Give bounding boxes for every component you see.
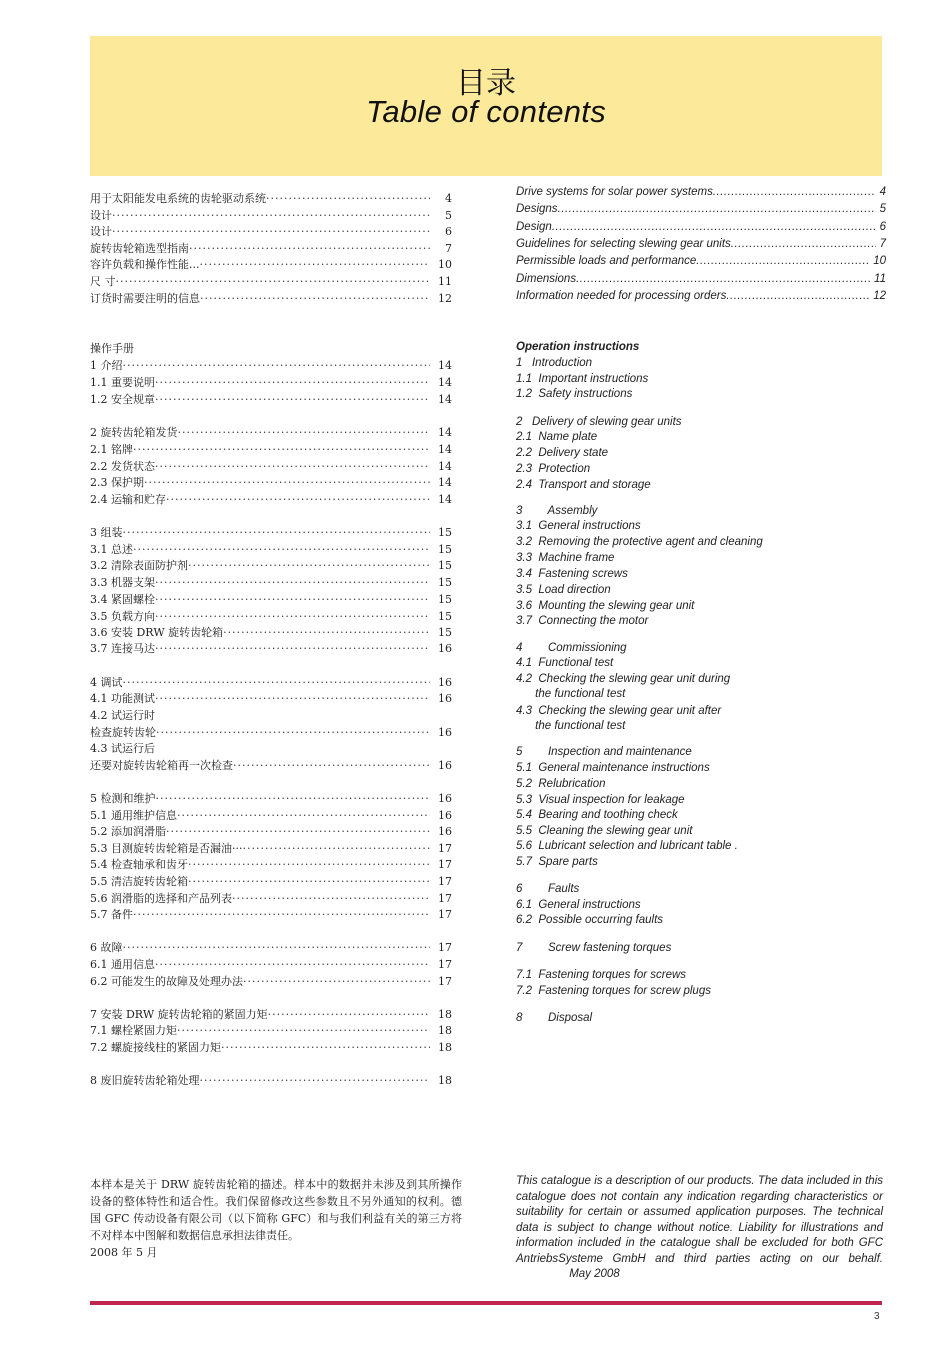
zh-manual-entry-0 bbox=[90, 357, 452, 373]
zh-manual-entry-33 bbox=[90, 1006, 452, 1022]
en-manual-entry-4: 2.1 Name plate bbox=[516, 431, 598, 443]
toc-entry-label: 4.2 试运行时 bbox=[90, 709, 155, 722]
title-en: Table of contents bbox=[365, 94, 607, 129]
toc-entry-page: 11 bbox=[874, 272, 886, 285]
en-manual-entry-15: 3.7 Connecting the motor bbox=[516, 615, 649, 627]
zh-manual-entry-13 bbox=[90, 608, 452, 624]
toc-entry-label: 5.7 备件 bbox=[90, 908, 133, 921]
toc-entry-label: 5.3 目测旋转齿轮箱是否漏油··· bbox=[90, 842, 243, 855]
toc-entry-page: 17 bbox=[438, 842, 452, 855]
dot-leader bbox=[133, 908, 430, 921]
zh-manual-entry-34 bbox=[90, 1022, 452, 1038]
toc-entry-page: 17 bbox=[438, 958, 452, 971]
en-manual-entry-28: 5.6 Lubricant selection and lubricant table . bbox=[516, 840, 738, 852]
zh-manual-entry-9 bbox=[90, 541, 452, 557]
dot-leader bbox=[188, 559, 430, 572]
toc-entry-page: 16 bbox=[438, 825, 452, 838]
zh-manual-entry-1 bbox=[90, 374, 452, 390]
toc-entry-page: 14 bbox=[438, 393, 452, 406]
en-manual-entry-30: 6 Faults bbox=[516, 883, 580, 895]
dot-leader bbox=[155, 642, 430, 655]
disclaimer-en-text: This catalogue is a description of our products. The data included in this catalogue does not contain any indication regarding characteristics or suitability for certain or assumed application purposes. The technical data is subject to change without notice. Liability for illustrations and information included in the catalogue shall be excluded for both GFC AntriebsSysteme GmbH and third parties acting on our behalf. bbox=[516, 1175, 883, 1265]
toc-entry-label: 还要对旋转齿轮箱再一次检查 bbox=[90, 759, 233, 772]
en-intro-entry-1 bbox=[516, 203, 886, 215]
dot-leader bbox=[155, 958, 430, 971]
toc-entry-page: 15 bbox=[438, 626, 452, 639]
toc-entry-label: 5.6 润滑脂的选择和产品列表 bbox=[90, 892, 232, 905]
toc-entry-page: 16 bbox=[438, 692, 452, 705]
zh-manual-entry-16 bbox=[90, 674, 452, 690]
toc-entry-label: 旋转齿轮箱选型指南 bbox=[90, 241, 189, 255]
toc-entry-label: 4.3 试运行后 bbox=[90, 742, 155, 755]
zh-manual-entry-12 bbox=[90, 591, 452, 607]
en-manual-entry-11: 3.3 Machine frame bbox=[516, 552, 615, 564]
toc-entry-page: 6 bbox=[445, 225, 452, 239]
toc-entry-page: 14 bbox=[438, 426, 452, 439]
toc-entry-label: 1 介绍 bbox=[90, 359, 123, 372]
zh-manual-entry-2 bbox=[90, 391, 452, 407]
dot-leader bbox=[116, 275, 431, 288]
en-intro-entry-4 bbox=[516, 255, 886, 267]
en-manual-entry-2: 1.2 Safety instructions bbox=[516, 388, 633, 400]
toc-entry-label: 用于太阳能发电系统的齿轮驱动系统 bbox=[90, 192, 266, 205]
zh-manual-entry-29 bbox=[90, 906, 452, 922]
toc-english bbox=[516, 0, 886, 1100]
toc-entry-page: 12 bbox=[438, 291, 452, 305]
toc-entry-label: 2.1 铭牌 bbox=[90, 443, 133, 456]
dot-leader bbox=[133, 443, 430, 456]
dot-leader bbox=[552, 221, 876, 233]
dot-leader bbox=[233, 759, 430, 772]
zh-manual-entry-18 bbox=[90, 707, 452, 723]
en-manual-entry-21: the functional test bbox=[516, 720, 626, 732]
toc-entry-label: Design bbox=[516, 220, 552, 233]
toc-entry-page: 4 bbox=[445, 192, 452, 205]
toc-entry-page: 15 bbox=[438, 526, 452, 539]
toc-entry-page: 10 bbox=[438, 258, 452, 272]
toc-entry-label: 检查旋转齿轮 bbox=[90, 726, 156, 739]
toc-entry-page: 12 bbox=[873, 289, 886, 302]
en-manual-entry-29: 5.7 Spare parts bbox=[516, 856, 598, 868]
dot-leader bbox=[696, 255, 869, 267]
toc-entry-page: 17 bbox=[438, 858, 452, 871]
zh-manual-entry-3 bbox=[90, 424, 452, 440]
toc-entry-label: 3.7 连接马达 bbox=[90, 642, 155, 655]
en-manual-entry-33: 7 Screw fastening torques bbox=[516, 942, 672, 954]
dot-leader bbox=[123, 941, 431, 954]
toc-entry-label: 3.6 安装 DRW 旋转齿轮箱 bbox=[90, 626, 224, 639]
toc-entry-page: 4 bbox=[879, 186, 886, 198]
dot-leader bbox=[266, 192, 430, 205]
toc-entry-page: 14 bbox=[438, 443, 452, 456]
toc-entry-label: 8 废旧旋转齿轮箱处理 bbox=[90, 1074, 200, 1087]
toc-entry-label: 3 组装 bbox=[90, 526, 123, 539]
en-manual-entry-12: 3.4 Fastening screws bbox=[516, 568, 628, 580]
dot-leader bbox=[156, 792, 431, 805]
en-manual-entry-25: 5.3 Visual inspection for leakage bbox=[516, 794, 685, 806]
en-manual-entry-32: 6.2 Possible occurring faults bbox=[516, 914, 664, 926]
toc-entry-label: 5.1 通用维护信息 bbox=[90, 809, 177, 822]
zh-manual-entry-17 bbox=[90, 690, 452, 706]
disclaimer-zh-date: 2008 年 5 月 bbox=[90, 1246, 158, 1259]
disclaimer-en-date: May 2008 bbox=[569, 1268, 620, 1280]
toc-entry-label: 3.3 机器支架 bbox=[90, 576, 155, 589]
zh-intro-entry-4 bbox=[90, 256, 452, 272]
title-zh: 目录 bbox=[456, 66, 516, 101]
toc-entry-page: 18 bbox=[438, 1008, 452, 1021]
dot-leader bbox=[166, 825, 430, 838]
dot-leader bbox=[112, 225, 430, 238]
en-manual-entry-35: 7.2 Fastening torques for screw plugs bbox=[516, 985, 711, 997]
toc-entry-label: 3.1 总述 bbox=[90, 543, 133, 556]
en-manual-entry-0: 1 Introduction bbox=[516, 357, 593, 369]
zh-manual-entry-11 bbox=[90, 574, 452, 590]
en-intro-entry-0 bbox=[516, 186, 886, 198]
toc-entry-page: 14 bbox=[438, 493, 452, 506]
en-manual-entry-5: 2.2 Delivery state bbox=[516, 447, 609, 459]
zh-manual-entry-21 bbox=[90, 757, 452, 773]
toc-entry-page: 11 bbox=[438, 275, 452, 288]
dot-leader bbox=[242, 842, 430, 855]
dot-leader bbox=[155, 393, 430, 406]
en-intro-entry-2 bbox=[516, 221, 886, 233]
en-manual-entry-22: 5 Inspection and maintenance bbox=[516, 746, 692, 758]
zh-intro-entry-6 bbox=[90, 290, 452, 306]
dot-leader bbox=[155, 576, 430, 589]
dot-leader bbox=[200, 1074, 431, 1087]
zh-manual-entry-20 bbox=[90, 740, 452, 756]
en-manual-entry-23: 5.1 General maintenance instructions bbox=[516, 762, 710, 774]
en-manual-entry-14: 3.6 Mounting the slewing gear unit bbox=[516, 600, 695, 612]
disclaimer-zh-text: 本样本是关于 DRW 旋转齿轮箱的描述。样本中的数据并未涉及到其所操作设备的整体特性和适合性。我们保留修改这些参数且不另外通知的权利。德国 GFC 传动设备有限公司（以下简称 GFC）和与我们利益有关的第三方将不对样本中图解和数据信息承担法律责任。 bbox=[90, 1178, 462, 1242]
toc-entry-label: 2.4 运输和贮存 bbox=[90, 493, 166, 506]
toc-entry-label: 6 故障 bbox=[90, 941, 123, 954]
toc-entry-page: 16 bbox=[438, 809, 452, 822]
dot-leader bbox=[155, 593, 430, 606]
toc-entry-label: 设计 bbox=[90, 225, 112, 239]
toc-entry-label: 订货时需要注明的信息 bbox=[90, 291, 200, 305]
dot-leader bbox=[576, 273, 870, 285]
zh-manual-entry-23 bbox=[90, 807, 452, 823]
en-manual-entry-1: 1.1 Important instructions bbox=[516, 373, 649, 385]
toc-entry-label: 7 安装 DRW 旋转齿轮箱的紧固力矩 bbox=[90, 1008, 268, 1021]
dot-leader bbox=[189, 242, 430, 255]
disclaimer-zh bbox=[90, 1176, 462, 1261]
dot-leader bbox=[133, 543, 430, 556]
dot-leader bbox=[713, 186, 876, 198]
toc-entry-label: 设计 bbox=[90, 208, 112, 222]
en-manual-entry-7: 2.4 Transport and storage bbox=[516, 479, 651, 491]
toc-entry-label: 容许负载和操作性能... bbox=[90, 258, 200, 272]
toc-entry-label: 1.1 重要说明 bbox=[90, 376, 155, 389]
toc-entry-page: 7 bbox=[445, 241, 452, 255]
dot-leader bbox=[155, 460, 430, 473]
toc-entry-label: 尺 寸 bbox=[90, 275, 116, 288]
zh-manual-entry-14 bbox=[90, 624, 452, 640]
zh-manual-entry-31 bbox=[90, 956, 452, 972]
en-manual-entry-13: 3.5 Load direction bbox=[516, 584, 611, 596]
zh-manual-entry-27 bbox=[90, 873, 452, 889]
toc-entry-page: 5 bbox=[879, 203, 886, 216]
toc-entry-label: Permissible loads and performance bbox=[516, 255, 697, 268]
dot-leader bbox=[223, 626, 430, 639]
toc-entry-page: 14 bbox=[438, 359, 452, 372]
zh-manual-entry-15 bbox=[90, 640, 452, 656]
dot-leader bbox=[155, 376, 430, 389]
toc-entry-label: 5.2 添加润滑脂 bbox=[90, 825, 166, 838]
toc-entry-page: 18 bbox=[438, 1074, 452, 1087]
page-number: 3 bbox=[874, 1311, 880, 1322]
en-manual-entry-8: 3 Assembly bbox=[516, 505, 598, 517]
toc-entry-label: 5.4 检查轴承和齿牙 bbox=[90, 858, 188, 871]
toc-entry-label: Information needed for processing orders bbox=[516, 289, 727, 302]
en-manual-entry-36: 8 Disposal bbox=[516, 1012, 593, 1024]
en-manual-entry-17: 4.1 Functional test bbox=[516, 657, 614, 669]
toc-entry-page: 14 bbox=[438, 476, 452, 489]
en-intro-entry-5 bbox=[516, 273, 886, 285]
toc-entry-label: 2 旋转齿轮箱发货 bbox=[90, 426, 178, 439]
toc-entry-page: 16 bbox=[438, 759, 452, 772]
dot-leader bbox=[156, 726, 430, 739]
en-manual-entry-18: 4.2 Checking the slewing gear unit during bbox=[516, 673, 731, 685]
zh-intro-entry-5 bbox=[90, 273, 452, 289]
toc-entry-page: 14 bbox=[438, 376, 452, 389]
zh-intro-entry-1 bbox=[90, 207, 452, 223]
toc-entry-label: 4.1 功能测试 bbox=[90, 692, 155, 705]
zh-manual-entry-26 bbox=[90, 856, 452, 872]
zh-manual-entry-6 bbox=[90, 474, 452, 490]
dot-leader bbox=[123, 526, 431, 539]
toc-entry-label: 7.1 螺栓紧固力矩 bbox=[90, 1024, 177, 1037]
toc-chinese bbox=[90, 0, 452, 1100]
zh-intro-entry-3 bbox=[90, 240, 452, 256]
toc-entry-label: Guidelines for selecting slewing gear units bbox=[516, 237, 731, 250]
footer-rule bbox=[90, 1301, 882, 1305]
dot-leader bbox=[243, 975, 430, 988]
toc-entry-label: 7.2 螺旋接线柱的紧固力矩 bbox=[90, 1041, 221, 1054]
en-manual-entry-6: 2.3 Protection bbox=[516, 463, 591, 475]
en-manual-entry-16: 4 Commissioning bbox=[516, 642, 627, 654]
toc-entry-label: 6.1 通用信息 bbox=[90, 958, 155, 971]
toc-entry-page: 16 bbox=[438, 642, 452, 655]
toc-entry-page: 17 bbox=[438, 941, 452, 954]
dot-leader bbox=[166, 493, 430, 506]
en-manual-entry-24: 5.2 Relubrication bbox=[516, 778, 606, 790]
dot-leader bbox=[177, 809, 430, 822]
toc-entry-label: 1.2 安全规章 bbox=[90, 393, 155, 406]
dot-leader bbox=[200, 258, 431, 271]
en-manual-entry-19: the functional test bbox=[516, 688, 626, 700]
toc-entry-label: Drive systems for solar power systems bbox=[516, 186, 713, 198]
en-manual-entry-26: 5.4 Bearing and toothing check bbox=[516, 809, 678, 821]
dot-leader bbox=[558, 203, 876, 215]
toc-entry-page: 15 bbox=[438, 593, 452, 606]
toc-entry-page: 15 bbox=[438, 559, 452, 572]
dot-leader bbox=[232, 892, 430, 905]
dot-leader bbox=[188, 875, 430, 888]
en-manual-entry-3: 2 Delivery of slewing gear units bbox=[516, 416, 682, 428]
dot-leader bbox=[155, 610, 430, 623]
zh-manual-title: 操作手册 bbox=[90, 342, 134, 355]
dot-leader bbox=[178, 426, 431, 439]
zh-manual-entry-7 bbox=[90, 491, 452, 507]
toc-entry-page: 16 bbox=[438, 792, 452, 805]
dot-leader bbox=[221, 1041, 430, 1054]
en-intro-entry-6 bbox=[516, 290, 886, 302]
dot-leader bbox=[268, 1008, 430, 1021]
dot-leader bbox=[123, 676, 431, 689]
en-manual-entry-20: 4.3 Checking the slewing gear unit after bbox=[516, 705, 722, 717]
zh-manual-entry-36 bbox=[90, 1072, 452, 1088]
zh-manual-entry-25 bbox=[90, 840, 452, 856]
zh-manual-entry-32 bbox=[90, 973, 452, 989]
toc-entry-page: 15 bbox=[438, 610, 452, 623]
toc-entry-page: 15 bbox=[438, 576, 452, 589]
toc-entry-page: 17 bbox=[438, 975, 452, 988]
toc-entry-page: 17 bbox=[438, 908, 452, 921]
zh-manual-entry-24 bbox=[90, 823, 452, 839]
toc-entry-page: 18 bbox=[438, 1041, 452, 1054]
zh-intro-entry-0 bbox=[90, 190, 452, 206]
dot-leader bbox=[144, 476, 430, 489]
en-manual-entry-10: 3.2 Removing the protective agent and cleaning bbox=[516, 536, 763, 548]
zh-manual-entry-5 bbox=[90, 458, 452, 474]
toc-entry-page: 5 bbox=[445, 208, 452, 222]
zh-manual-entry-30 bbox=[90, 939, 452, 955]
toc-entry-label: 4 调试 bbox=[90, 676, 123, 689]
en-manual-title: Operation instructions bbox=[516, 341, 640, 353]
en-manual-entry-9: 3.1 General instructions bbox=[516, 520, 641, 532]
zh-manual-entry-28 bbox=[90, 890, 452, 906]
en-manual-entry-31: 6.1 General instructions bbox=[516, 899, 641, 911]
dot-leader bbox=[731, 238, 876, 250]
zh-intro-entry-2 bbox=[90, 223, 452, 239]
toc-entry-page: 16 bbox=[438, 726, 452, 739]
dot-leader bbox=[200, 292, 430, 305]
dot-leader bbox=[177, 1024, 430, 1037]
toc-entry-page: 16 bbox=[438, 676, 452, 689]
zh-manual-entry-35 bbox=[90, 1039, 452, 1055]
dot-leader bbox=[155, 692, 430, 705]
zh-manual-entry-4 bbox=[90, 441, 452, 457]
toc-entry-label: 3.5 负载方向 bbox=[90, 610, 155, 623]
dot-leader bbox=[112, 209, 430, 222]
en-manual-entry-34: 7.1 Fastening torques for screws bbox=[516, 969, 687, 981]
zh-manual-entry-22 bbox=[90, 790, 452, 806]
toc-entry-page: 17 bbox=[438, 892, 452, 905]
toc-entry-label: Designs bbox=[516, 203, 558, 216]
toc-entry-label: 6.2 可能发生的故障及处理办法 bbox=[90, 975, 243, 988]
toc-entry-page: 7 bbox=[879, 237, 886, 250]
toc-entry-page: 14 bbox=[438, 460, 452, 473]
toc-entry-label: 5.5 清洁旋转齿轮箱 bbox=[90, 875, 188, 888]
zh-manual-entry-10 bbox=[90, 557, 452, 573]
dot-leader bbox=[726, 290, 869, 302]
toc-entry-page: 17 bbox=[438, 875, 452, 888]
toc-entry-label: 3.4 紧固螺栓 bbox=[90, 593, 155, 606]
en-intro-entry-3 bbox=[516, 238, 886, 250]
toc-entry-label: 2.3 保护期 bbox=[90, 476, 144, 489]
toc-entry-page: 15 bbox=[438, 543, 452, 556]
toc-entry-label: 5 检测和维护 bbox=[90, 792, 156, 805]
toc-entry-label: 3.2 清除表面防护剂 bbox=[90, 559, 188, 572]
toc-entry-page: 10 bbox=[873, 255, 886, 268]
toc-entry-label: Dimensions bbox=[516, 272, 577, 285]
zh-manual-entry-8 bbox=[90, 524, 452, 540]
toc-entry-page: 6 bbox=[879, 220, 886, 233]
zh-manual-entry-19 bbox=[90, 724, 452, 740]
dot-leader bbox=[188, 858, 430, 871]
en-manual-entry-27: 5.5 Cleaning the slewing gear unit bbox=[516, 825, 693, 837]
toc-entry-page: 18 bbox=[438, 1024, 452, 1037]
disclaimer-en bbox=[516, 1174, 883, 1283]
dot-leader bbox=[123, 359, 431, 372]
toc-entry-label: 2.2 发货状态 bbox=[90, 460, 155, 473]
